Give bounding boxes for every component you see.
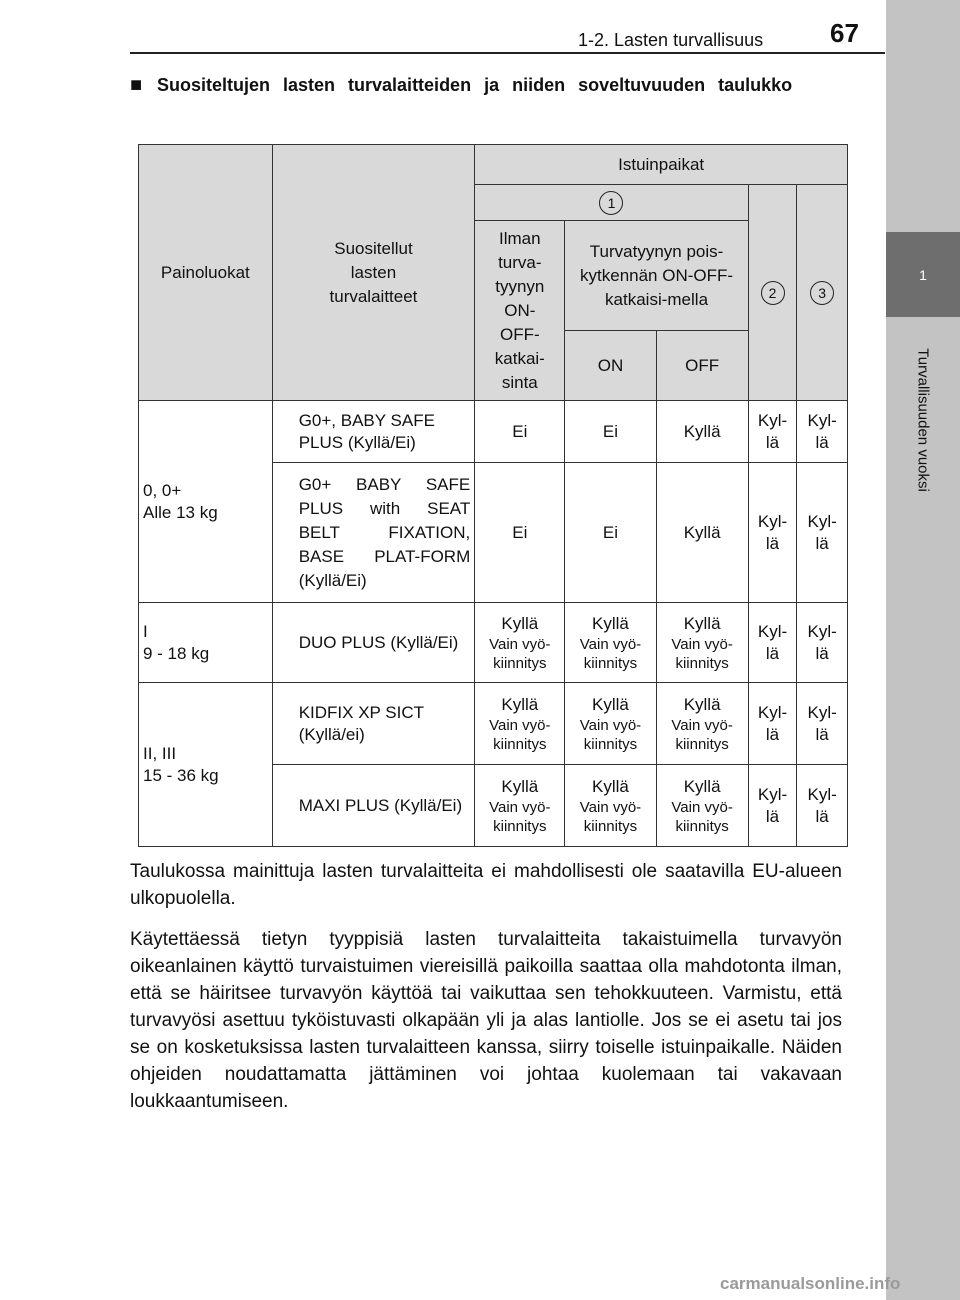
cell-position-3	[797, 401, 848, 463]
header-position-3	[797, 185, 848, 401]
header-position-2	[748, 185, 797, 401]
seat-model	[272, 603, 475, 683]
cell-position-3-text: Kyl-lä	[807, 784, 837, 826]
cell-value: Kyllä	[683, 776, 721, 796]
cell-no-switch	[475, 683, 565, 765]
cell-value: Kyllä	[501, 613, 539, 633]
circled-number-1: 1	[599, 191, 623, 215]
cell-no-switch: Ei	[475, 463, 565, 603]
cell-note: Vain vyö-kiinnitys	[671, 716, 733, 753]
cell-value: Kyllä	[683, 613, 721, 633]
cell-off: Kyllä	[656, 463, 748, 603]
circled-number-2: 2	[761, 281, 785, 305]
seat-model	[272, 401, 475, 463]
cell-note: Vain vyö-kiinnitys	[671, 798, 733, 835]
header-rule	[130, 52, 885, 54]
cell-position-3-text: Kyl-lä	[807, 511, 837, 553]
cell-position-2-text: Kyl-lä	[757, 702, 788, 744]
cell-note: Vain vyö-kiinnitys	[579, 798, 642, 835]
weight-range: Alle 13 kg	[143, 502, 218, 522]
circled-number-3: 3	[810, 281, 834, 305]
seat-model-text: DUO PLUS (Kyllä/Ei)	[298, 632, 459, 652]
table-row	[139, 683, 848, 765]
header-weight-class: Painoluokat	[139, 145, 273, 401]
cell-position-2	[748, 401, 797, 463]
header-no-airbag-switch-text: Ilman turva-tyynyn ON-OFF-katkai-sinta	[494, 228, 545, 392]
cell-no-switch	[475, 765, 565, 847]
header-recommended-seats	[272, 145, 475, 401]
cell-note: Vain vyö-kiinnitys	[489, 635, 551, 672]
cell-note: Vain vyö-kiinnitys	[579, 716, 642, 753]
chapter-number: 1	[919, 266, 927, 283]
paragraph-availability: Taulukossa mainittuja lasten turvalaitteita ei mahdollisesti ole saatavilla EU-alueen ulkopuolella.	[130, 861, 842, 909]
cell-position-2	[748, 603, 797, 683]
cell-position-3-text: Kyl-lä	[807, 410, 837, 452]
cell-on: Ei	[565, 463, 656, 603]
section-title: 1-2. Lasten turvallisuus	[578, 30, 764, 50]
cell-off: Kyllä	[656, 401, 748, 463]
paragraph-seatbelt-warning: Käytettäessä tietyn tyyppisiä lasten turvalaitteita takaistuimella turvavyön oikeanlainen käyttö turvaistuimen viereisillä paikoilla saattaa olla mahdotonta ilman, että se häiritsee turvavyön käyttöä tai vaikuttaa sen tehokkuuteen. Varmistu, että turvavyösi asettuu tyköistuvasti olkapään yli ja alas lantiolle. Jos se ei asetu tai jos se on kosketuksissa lasten turvalaitteen kanssa, siirry toiselle istuinpaikalle. Näiden ohjeiden noudattamatta jättäminen voi johtaa kuolemaan tai vakavaan loukkaantumiseen.	[130, 929, 842, 1112]
page-number: 67	[830, 18, 859, 48]
header-recommended-seats-text: Suositellut lasten turvalaitteet	[329, 238, 418, 306]
header-position-1	[475, 185, 748, 221]
weight-group: I	[143, 621, 148, 641]
weight-range: 15 - 36 kg	[143, 765, 219, 785]
square-bullet-icon: ■	[130, 74, 143, 96]
header-off: OFF	[656, 331, 748, 401]
cell-value: Kyllä	[683, 694, 721, 714]
seat-model-text: KIDFIX XP SICT (Kyllä/ei)	[298, 702, 424, 744]
cell-position-3-text: Kyl-lä	[807, 621, 837, 663]
cell-position-3-text: Kyl-lä	[807, 702, 837, 744]
table-row	[139, 603, 848, 683]
weight-group-cell	[139, 603, 273, 683]
cell-note: Vain vyö-kiinnitys	[489, 798, 551, 835]
header-with-airbag-switch-text: Turvatyynyn pois-kytkennän ON-OFF-katkaisi-mella	[580, 241, 734, 309]
cell-position-3	[797, 603, 848, 683]
seat-model-text: G0+, BABY SAFE PLUS (Kyllä/Ei)	[298, 410, 435, 452]
cell-no-switch: Ei	[475, 401, 565, 463]
seat-model-text: MAXI PLUS (Kyllä/Ei)	[298, 795, 463, 815]
cell-note: Vain vyö-kiinnitys	[671, 635, 733, 672]
seat-model	[272, 463, 475, 603]
cell-value: Kyllä	[501, 776, 539, 796]
cell-position-2-text: Kyl-lä	[757, 784, 788, 826]
weight-group: II, III	[143, 743, 177, 763]
cell-on	[565, 683, 656, 765]
weight-group-cell	[139, 683, 273, 847]
cell-position-2	[748, 765, 797, 847]
cell-value: Kyllä	[592, 694, 629, 714]
cell-no-switch	[475, 603, 565, 683]
cell-position-2	[748, 463, 797, 603]
cell-off	[656, 603, 748, 683]
cell-on: Ei	[565, 401, 656, 463]
subheading	[130, 70, 842, 100]
weight-range: 9 - 18 kg	[143, 643, 210, 663]
cell-value: Kyllä	[592, 776, 629, 796]
subheading-text: Suositeltujen lasten turvalaitteiden ja niiden soveltuvuuden taulukko	[157, 75, 793, 95]
weight-group-cell	[139, 401, 273, 603]
cell-on	[565, 765, 656, 847]
cell-value: Kyllä	[501, 694, 539, 714]
watermark: carmanualsonline.info	[720, 1274, 901, 1293]
seat-model	[272, 683, 475, 765]
cell-value: Kyllä	[592, 613, 629, 633]
header-no-airbag-switch	[475, 221, 565, 401]
header-seating-positions: Istuinpaikat	[475, 145, 848, 185]
header-with-airbag-switch	[565, 221, 748, 331]
cell-position-2-text: Kyl-lä	[757, 621, 788, 663]
seat-model-text: G0+ BABY SAFE PLUS with SEAT BELT FIXATION, BASE PLAT-FORM (Kyllä/Ei)	[298, 474, 471, 590]
cell-position-3	[797, 463, 848, 603]
compatibility-table	[138, 144, 848, 847]
cell-on	[565, 603, 656, 683]
seat-model	[272, 765, 475, 847]
cell-off	[656, 683, 748, 765]
cell-note: Vain vyö-kiinnitys	[579, 635, 642, 672]
weight-group: 0, 0+	[143, 480, 182, 500]
chapter-label: Turvallisuuden vuoksi	[914, 348, 932, 492]
cell-position-2	[748, 683, 797, 765]
cell-off	[656, 765, 748, 847]
cell-position-3	[797, 765, 848, 847]
cell-position-2-text: Kyl-lä	[757, 511, 788, 553]
header-on: ON	[565, 331, 656, 401]
cell-position-2-text: Kyl-lä	[757, 410, 788, 452]
cell-position-3	[797, 683, 848, 765]
side-tab-strip	[886, 0, 960, 1300]
cell-note: Vain vyö-kiinnitys	[489, 716, 551, 753]
table-row	[139, 401, 848, 463]
